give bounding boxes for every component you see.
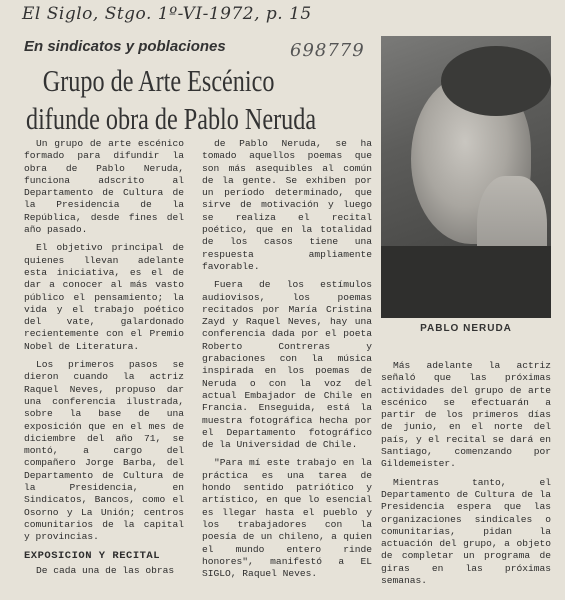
neruda-portrait-photo (381, 36, 551, 318)
headline-line-2: difunde obra de Pablo Neruda (26, 101, 317, 136)
col1-paragraph-2: El objetivo principal de quienes llevan adelante esta iniciativa, es el de dar a conocer al más vasto público el pensamiento; la vida y el trabajo poético del vate, galardonado recientemente con el Premio Nobel de Literatura. (24, 242, 184, 352)
article-headline (26, 62, 317, 138)
col2-paragraph-1: de Pablo Neruda, se ha tomado aquellos poemas que son más asequibles al común de la gente. Se exhiben por un período determinado, que sirve de motivación y luego se realiza el recital poético, que en la totalidad de los casos tiene una respuesta ampliamente favorable. (202, 138, 372, 272)
col3-paragraph-2: Mientras tanto, el Departamento de Cultura de la Presidencia espera que las organizaciones sindicales o comunitarias, pidan la actuación del grupo, a objeto de completar un programa de giras en las próximas semanas. (381, 476, 551, 587)
col3-paragraph-1: Más adelante la actriz señaló que las próximas actividades del grupo de arte escénico se efectuarán a partir de los primeros días de junio, en el norte del país, y el recital se dará en Santiago, comenzando por Gildemeister. (381, 360, 551, 470)
accession-number: 698779 (290, 40, 365, 61)
col1-paragraph-4: De cada una de las obras (36, 564, 175, 576)
photo-hair (441, 46, 551, 116)
photo-caption: PABLO NERUDA (420, 323, 512, 334)
section-subhead: EXPOSICION Y RECITAL (24, 549, 161, 562)
col2-paragraph-3: "Para mí este trabajo en la práctica es una tarea de hondo sentido patriótico y artístico, en que lo esencial es llegar hasta el pueblo y los trabajadores con la poesía de un chileno, a quien el mundo entero rinde honores", manifestó a EL SIGLO, Raquel Neves. (202, 457, 372, 580)
col1-paragraph-3: Los primeros pasos se dieron cuando la actriz Raquel Neves, propuso dar una conferencia ilustrada, sobre la base de una exposición que en el mes de diciembre del año 71, se montó, a cargo del compañero Jorge Barba, del Departamento de Cultura de la Presidencia, en Sindicatos, Bancos, como el Osorno y La Unión; centros comunitarios de la capital y provincias. (24, 359, 184, 543)
article-column-1 (24, 138, 184, 583)
article-column-3 (381, 360, 551, 593)
col1-paragraph-1: Un grupo de arte escénico formado para difundir la obra de Pablo Neruda, funciona adscrito al Departamento de Cultura de la Presidencia de la República, desde fines del año pasado. (24, 138, 184, 236)
article-kicker: En sindicatos y poblaciones (24, 38, 226, 55)
article-column-2 (202, 138, 372, 586)
headline-line-1: Grupo de Arte Escénico (42, 63, 275, 98)
handwritten-header: El Siglo, Stgo. 1º-VI-1972, p. 15 (22, 4, 312, 24)
photo-coat (381, 246, 551, 318)
col2-paragraph-2: Fuera de los estímulos audiovisos, los poemas recitados por María Cristina Zayd y Raquel Neves, hay una conferencia dada por el poeta Roberto Contreras y grabaciones con la música inspirada en los poemas de Neruda o con la voz del actual Embajador de Chile en Francia. Enseguida, está la muestra fotográfica hecha por el Departamento fotográfico de la Universidad de Chile. (202, 279, 372, 451)
